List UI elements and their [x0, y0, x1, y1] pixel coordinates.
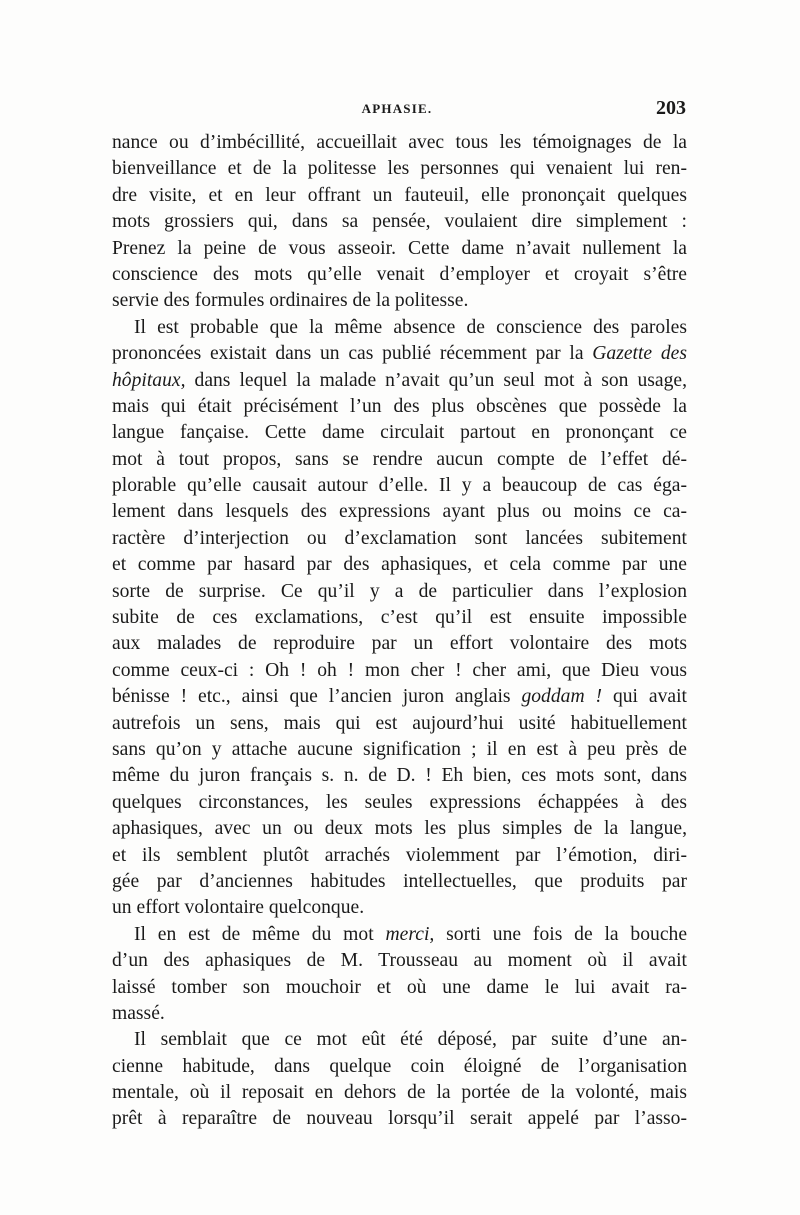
text-line: plorable qu’elle causait autour d’elle. Il y a beaucoup de cas éga-: [112, 475, 687, 497]
text-line: quelques circonstances, les seules expressions échappées à des: [112, 791, 687, 813]
page-number: 203: [656, 97, 686, 119]
text-line: langue fançaise. Cette dame circulait partout en prononçant ce: [112, 422, 687, 444]
italic-term: merci,: [385, 923, 435, 945]
text-line: dre visite, et en leur offrant un fauteuil, elle prononçait quelques: [112, 184, 687, 206]
text-line: Il est probable que la même absence de conscience des paroles: [134, 316, 687, 338]
text-line: prêt à reparaître de nouveau lorsqu’il serait appelé par l’asso-: [112, 1108, 687, 1130]
text-line: bienveillance et de la politesse les personnes qui venaient lui ren-: [112, 158, 687, 180]
text-line: cienne habitude, dans quelque coin éloigné de l’organisation: [112, 1055, 687, 1077]
text-segment: dans lequel la malade n’avait qu’un seul mot à son usage,: [194, 369, 687, 391]
text-line: autrefois un sens, mais qui est aujourd’hui usité habituellement: [112, 712, 687, 734]
text-line: mot à tout propos, sans se rendre aucun compte de l’effet dé-: [112, 448, 687, 470]
text-line: un effort volontaire quelconque.: [112, 897, 365, 919]
italic-term: Gazette des: [592, 343, 687, 365]
running-head: [108, 97, 686, 127]
text-line: et comme par hasard par des aphasiques, et cela comme par une: [112, 554, 687, 576]
text-line: laissé tomber son mouchoir et où une dame le lui avait ra-: [112, 976, 687, 998]
text-line: nance ou d’imbécillité, accueillait avec tous les témoignages de la: [112, 132, 687, 153]
text-line: Il semblait que ce mot eût été déposé, par suite d’une an-: [134, 1029, 687, 1051]
text-segment: Il en est de même du mot: [134, 923, 374, 945]
text-line: subite de ces exclamations, c’est qu’il est ensuite impossible: [112, 607, 687, 629]
text-line: lement dans lesquels des expressions ayant plus ou moins ce ca-: [112, 501, 687, 523]
text-line: gée par d’anciennes habitudes intellectuelles, que produits par: [112, 870, 687, 892]
text-line: [112, 922, 687, 948]
text-line: [112, 684, 687, 710]
text-segment: sorti une fois de la bouche: [446, 923, 688, 945]
text-segment: prononcées existait dans un cas publié récemment par la: [112, 343, 584, 365]
text-line: comme ceux-ci : Oh ! oh ! mon cher ! cher ami, que Dieu vous: [112, 659, 687, 681]
text-segment: bénisse ! etc., ainsi que l’ancien juron anglais: [112, 686, 511, 708]
body-text: [112, 130, 687, 1133]
text-line: sorte de surprise. Ce qu’il y a de particulier dans l’explosion: [112, 580, 687, 602]
italic-term: hôpitaux,: [112, 369, 186, 391]
text-line: d’un des aphasiques de M. Trousseau au moment où il avait: [112, 950, 687, 972]
running-title: APHASIE.: [361, 101, 433, 116]
text-line: conscience des mots qu’elle venait d’employer et croyait s’être: [112, 263, 687, 285]
text-line: [112, 341, 687, 367]
text-line: sans qu’on y attache aucune signification ; il en est à peu près de: [112, 738, 687, 760]
text-line: mots grossiers qui, dans sa pensée, voulaient dire simplement :: [112, 211, 687, 233]
text-segment: qui avait: [612, 686, 687, 708]
text-line: mais qui était précisément l’un des plus obscènes que possède la: [112, 395, 687, 417]
text-line: même du juron français s. n. de D. ! Eh bien, ces mots sont, dans: [112, 765, 687, 787]
text-line: servie des formules ordinaires de la politesse.: [112, 290, 469, 312]
italic-term: goddam !: [521, 686, 603, 708]
text-line: [112, 368, 687, 394]
text-line: aphasiques, avec un ou deux mots les plus simples de la langue,: [112, 818, 687, 840]
text-line: ractère d’interjection ou d’exclamation sont lancées subitement: [112, 527, 687, 549]
text-line: massé.: [112, 1002, 165, 1024]
text-line: aux malades de reproduire par un effort volontaire des mots: [112, 633, 687, 655]
text-line: Prenez la peine de vous asseoir. Cette dame n’avait nullement la: [112, 237, 687, 259]
text-line: mentale, où il reposait en dehors de la portée de la volonté, mais: [112, 1082, 687, 1104]
text-line: et ils semblent plutôt arrachés violemment par l’émotion, diri-: [112, 844, 687, 866]
